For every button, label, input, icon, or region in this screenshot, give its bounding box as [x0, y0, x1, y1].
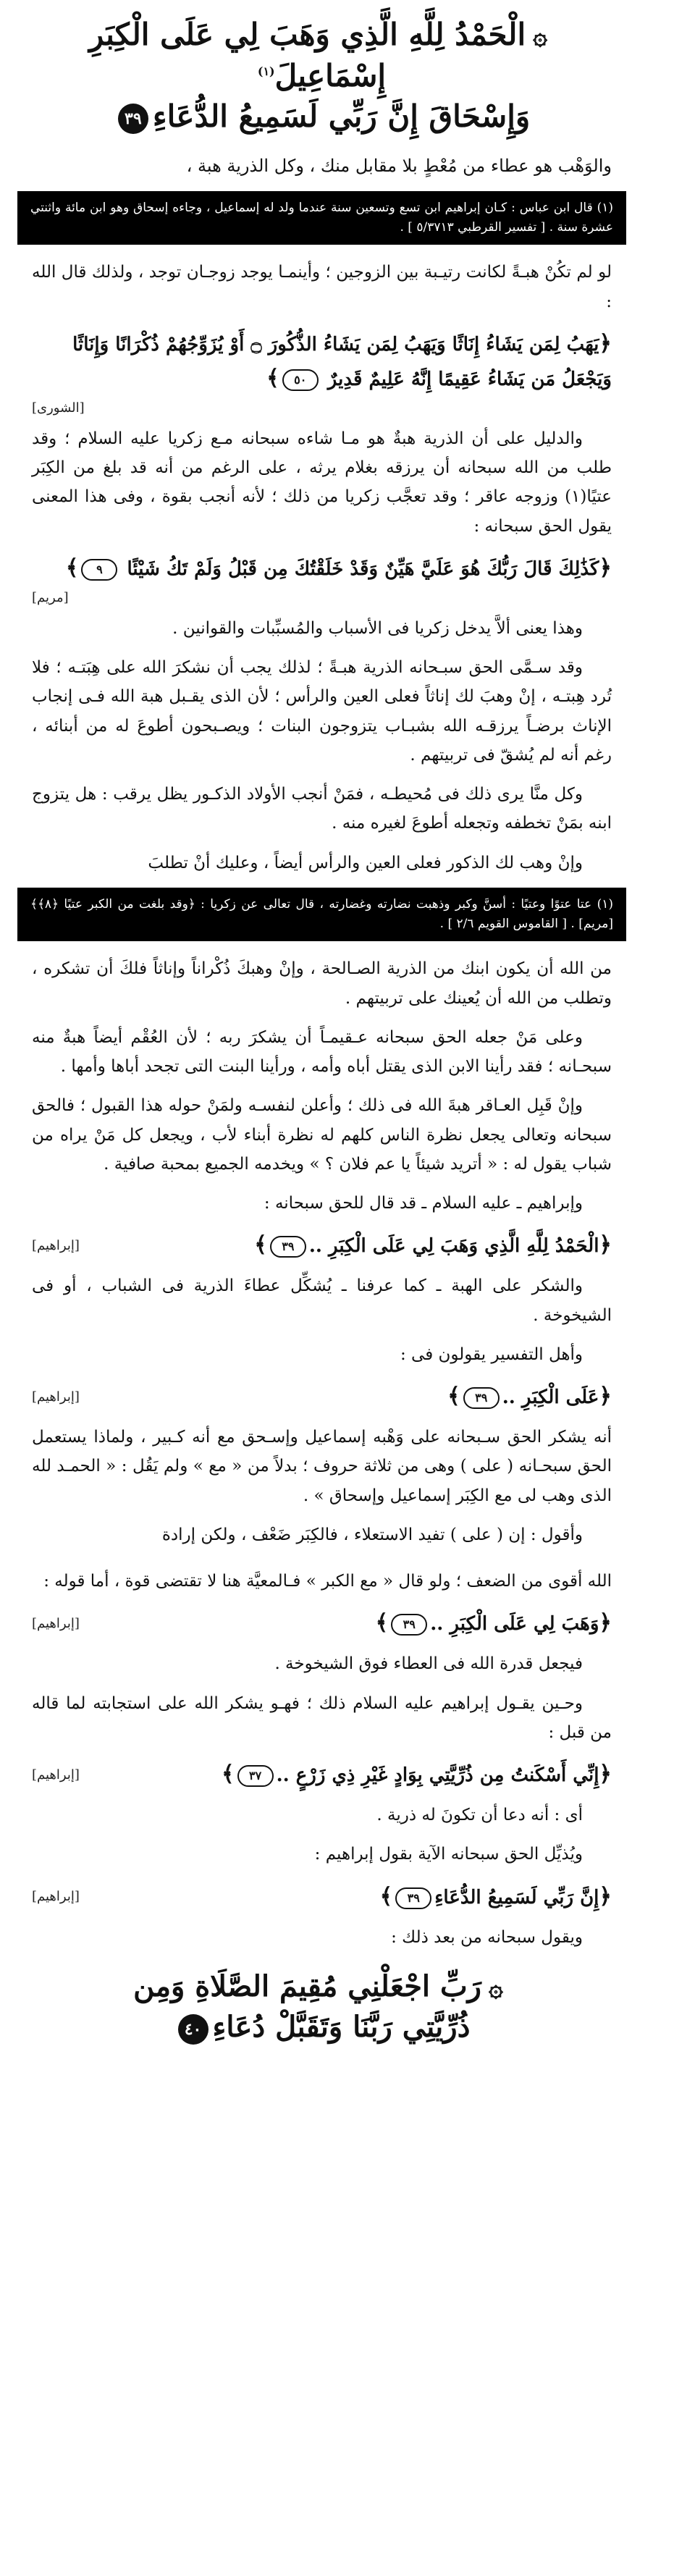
quran-verse-maryam — [32, 551, 612, 586]
ayah-number: ٣٩ — [391, 1614, 427, 1636]
paragraph: الله أقوى من الضعف ؛ ولو قال « مع الكبر » فـالمعيَّة هنا لا تقتضى قوة ، أما قوله : — [43, 1572, 612, 1591]
verse-line-ibrahim-4 — [32, 1757, 612, 1792]
heading-verse-line-2 — [22, 96, 622, 138]
ayah-number: ٩ — [81, 559, 117, 581]
intro-line: والوَهْب هو عطاء من مُعْطٍ بلا مقابل منك ، وكل الذرية هبة ، — [186, 156, 612, 177]
closing-verse-line-2 — [22, 2007, 622, 2047]
verse-text: عَلَى الْكِبَرِ .. — [502, 1386, 599, 1409]
footnote-block-1: (١) قال ابن عباس : كـان إبراهيم ابن تسع وتسعين سنة عندما ولد له إسماعيل ، وجاءه إسحاق وهو ابن مائة واثنتي عشرة سنة . [ تفسير القرطبي ٥/٣٧١٣ ] . — [17, 191, 626, 245]
left-margin — [0, 0, 22, 2576]
right-margin — [622, 0, 674, 2576]
quran-verse-ibrahim-3 — [376, 1606, 612, 1641]
paragraph: والدليل على أن الذرية هبةٌ هو مـا شاءه سبحانه مـع زكريا عليه السلام ؛ وقد طلب من الله سبحانه أن يرزقه بغلام يرثه ، على الرغم من أنه قد بلغ من الكِبَر عتيًا(١) وزوجه عاقر ؛ وقد تعجَّب زكريا من ذلك ؛ لأنه أنجب بقوة ، وفى هذا المعنى يقول الحق سبحانه : — [32, 429, 612, 536]
paragraph: وأهل التفسير يقولون فى : — [400, 1344, 583, 1364]
paragraph: أنه يشكر الحق سـبحانه على وَهْبه إسماعيل وإسـحق مع أنه كـبير ، ولماذا يستعمل الحق سبحـانه ( على ) وهى من ثلاثة حروف ؛ بدلاً من « مع » ولم يَقُل : « الحمـد لله الذى وهب لى مع الكِبَر إسماعيل وإسحاق » . — [32, 1428, 612, 1505]
bracket-open-icon: ﴿ — [599, 1232, 612, 1258]
heading-verse — [22, 14, 622, 138]
ayah-number: ٣٩ — [463, 1387, 500, 1409]
surah-reference: [إبراهيم] — [32, 1767, 80, 1782]
verse-line-ibrahim-1 — [32, 1228, 612, 1263]
verse-ref-line — [32, 400, 612, 416]
paragraph: وحـين يقـول إبراهيم عليه السلام ذلك ؛ فهـو يشكر الله على استجابته لما قاله من قبل : — [32, 1693, 612, 1742]
paragraph: وعلى مَنْ جعله الحق سبحانه عـقيمـاً أن يشكرَ ربه ؛ لأن العُقْم أيضاً هبةٌ منه سبحـانه ؛ فقد رأينا الابن الذى يقتل أباه وأمه ، ورأينا البنت التى تجحد أباها وأمها . — [32, 1027, 612, 1077]
bracket-close-icon: ﴾ — [222, 1761, 235, 1788]
surah-reference: [إبراهيم] — [32, 1237, 80, 1253]
paragraph: وأقول : إن ( على ) تفيد الاستعلاء ، فالكِبَر ضَعْف ، ولكن إرادة — [161, 1525, 583, 1544]
verse-line-ibrahim-3 — [32, 1606, 612, 1641]
verse-text: وَهَبَ لِي عَلَى الْكِبَرِ .. — [430, 1613, 599, 1636]
paragraph: وإنْ وهب لك الذكور فعلى العين والرأس أيضاً ، وعليك أنْ تطلبَ — [148, 853, 583, 872]
paragraph: وكل منَّا يرى ذلك فى مُحيطـه ، فمَنْ أنجب الأولاد الذكـور يظل يرقب : هل يتزوج ابنه بمَنْ تخطفه وتجعله أطوعَ لغيره منه . — [32, 785, 612, 833]
paragraph: وقد سـمَّى الحق سبـحانه الذرية هبـةً ؛ لذلك يجب أن نشكرَ الله على هِبَتـه ؛ فلا تُرد هِبتـه ، إنْ وهبَ لك إناثاً فعلى العين والرأس ؛ لأن الذى يقـبل هبة الله فـى إنجاب الإناث برضـاً يرزقـه الله بشبـاب يتزوجون البنات ؛ ويصـبحون أطوعَ له من أبنائه ، رغم أنه لم يُشقّ فى تربيتهم . — [32, 658, 612, 765]
footnote-block-2: (١) عتا عتوًا وعتيًا : أسنَّ وكبر وذهبت نضارته وغضارته ، قال تعالى عن زكريا : ﴿وقد بلغت من الكبر عتيًا ﴿٨﴾﴾ [مريم] . [ القاموس القويم ٢/٦ ] . — [17, 888, 626, 941]
verse-text: الْحَمْدُ لِلَّهِ الَّذِي وَهَبَ لِي عَلَى الْكِبَرِ .. — [308, 1235, 599, 1258]
paragraph: والشكر على الهبة ـ كما عرفنا ـ يُشكِّل عطاءَ الذرية فى الشباب ، أو فى الشيخوخة . — [32, 1276, 612, 1325]
quran-verse-ibrahim-5 — [380, 1880, 612, 1914]
bracket-open-icon: ﴿ — [599, 555, 612, 581]
ayah-number: ٣٩ — [395, 1887, 431, 1909]
paragraph: ويُذيِّل الحق سبحانه الآية بقول إبراهيم : — [314, 1845, 583, 1864]
bracket-open-icon: ﴿ — [599, 1610, 612, 1636]
verse-text: إِنَّ رَبِّي لَسَمِيعُ الدُّعَاءِ — [434, 1886, 599, 1908]
bracket-close-icon: ﴾ — [254, 1232, 267, 1258]
heading-verse-text-1: الْحَمْدُ لِلَّهِ الَّذِي وَهَبَ لِي عَلَى الْكِبَرِ إِسْمَاعِيلَ — [88, 17, 526, 93]
bracket-open-icon: ﴿ — [599, 330, 612, 356]
verse-text: كَذَٰلِكَ قَالَ رَبُّكَ هُوَ عَلَيَّ هَيِّنٌ وَقَدْ خَلَقْتُكَ مِن قَبْلُ وَلَمْ تَكُ شَيْئًا — [127, 557, 599, 580]
bracket-close-icon: ﴾ — [379, 1883, 393, 1909]
surah-reference: [مريم] — [32, 589, 69, 605]
paragraph: ويقول سبحانه من بعد ذلك : — [391, 1927, 583, 1947]
quran-verse-ibrahim-2 — [447, 1379, 612, 1414]
quran-verse-ibrahim-4 — [222, 1757, 612, 1792]
page-content — [22, 0, 622, 2047]
ayah-number: ٣٧ — [237, 1765, 274, 1787]
ornament-icon: ۞ — [533, 22, 548, 51]
closing-verse-text-1: رَبِّ اجْعَلْنِي مُقِيمَ الصَّلَاةِ وَمِن — [133, 1969, 481, 2003]
heading-verse-text-2: وَإِسْحَاقَ إِنَّ رَبِّي لَسَمِيعُ الدُّعَاءِ — [152, 98, 531, 135]
paragraph: أى : أنه دعا أن تكونَ له ذرية . — [376, 1806, 583, 1825]
bracket-open-icon: ﴿ — [599, 1761, 612, 1788]
verse-text: إِنِّي أَسْكَنتُ مِن ذُرِّيَّتِي بِوَادٍ غَيْرِ ذِي زَرْعٍ .. — [276, 1764, 599, 1787]
bracket-close-icon: ﴾ — [65, 555, 79, 581]
paragraph: وإنْ قَبِل العـاقر هبةَ الله فى ذلك ؛ وأعلن لنفسـه ولمَنْ حوله هذا القبول ؛ فالحق سبحانه وتعالى يجعل نظرة الناس كلهم له نظرة أبناء لأب ، ويجعل كل مَنْ يراه من شباب يقول له : « أتريد شيئاً يا عم فلان ؟ » ويخدمه الجميع بمحبة صافية . — [32, 1096, 612, 1174]
surah-reference: [الشورى] — [32, 400, 85, 416]
ayah-number-badge: ٣٩ — [118, 104, 148, 134]
ayah-number-badge: ٤٠ — [178, 2014, 208, 2045]
verse-line-ibrahim-2 — [32, 1379, 612, 1414]
surah-reference: [إبراهيم] — [32, 1389, 80, 1405]
closing-verse — [22, 1966, 622, 2047]
paragraph: وإبراهيم ـ عليه السلام ـ قد قال للحق سبحانه : — [264, 1194, 583, 1213]
verse-ref-line — [32, 590, 612, 605]
quran-verse-shura — [32, 327, 612, 396]
heading-verse-line-1 — [22, 14, 622, 96]
verse-line-ibrahim-5 — [32, 1880, 612, 1914]
surah-reference: [إبراهيم] — [32, 1889, 80, 1905]
bracket-open-icon: ﴿ — [599, 1883, 612, 1909]
paragraph: من الله أن يكون ابنك من الذرية الصـالحة ، وإنْ وهبكَ ذُكْراناً وإناثاً فلكَ أن تشكره ، وتطلب من الله أن يُعينك على تربيتهم . — [32, 959, 612, 1008]
verse-text: يَهَبُ لِمَن يَشَاءُ إِنَاثًا وَيَهَبُ لِمَن يَشَاءُ الذُّكُورَ ۝ أَوْ يُزَوِّجُهُمْ ذُكْرَانًا وَإِنَاثًا وَيَجْعَلُ مَن يَشَاءُ عَقِيمًا إِنَّهُ عَلِيمٌ قَدِيرٌ — [72, 333, 612, 390]
paragraph: وهذا يعنى ألاَّ يدخل زكريا فى الأسباب والمُسبِّبات والقوانين . — [172, 618, 583, 638]
closing-verse-text-2: ذُرِّيَّتِي رَبَّنَا وَتَقَبَّلْ دُعَاءِ — [212, 2009, 471, 2044]
footnote-mark: (١) — [257, 64, 275, 78]
bracket-open-icon: ﴿ — [599, 1384, 612, 1410]
paragraph: لو لم تكُنْ هبـةً لكانت رتيـبة بين الزوجين ؛ وأينمـا يوجد زوجـان توجد ، ولذلك قال الله : — [32, 263, 612, 311]
ornament-icon: ۞ — [488, 1974, 503, 2003]
bracket-close-icon: ﴾ — [447, 1384, 460, 1410]
ayah-number: ٣٩ — [270, 1236, 306, 1258]
ayah-number: ٥٠ — [282, 369, 319, 391]
surah-reference: [إبراهيم] — [32, 1615, 80, 1631]
quran-verse-ibrahim-1 — [254, 1228, 612, 1263]
paragraph: فيجعل قدرة الله فى العطاء فوق الشيخوخة . — [274, 1654, 583, 1674]
closing-verse-line-1 — [22, 1966, 622, 2007]
bracket-close-icon: ﴾ — [375, 1610, 389, 1636]
bracket-close-icon: ﴾ — [266, 365, 279, 391]
